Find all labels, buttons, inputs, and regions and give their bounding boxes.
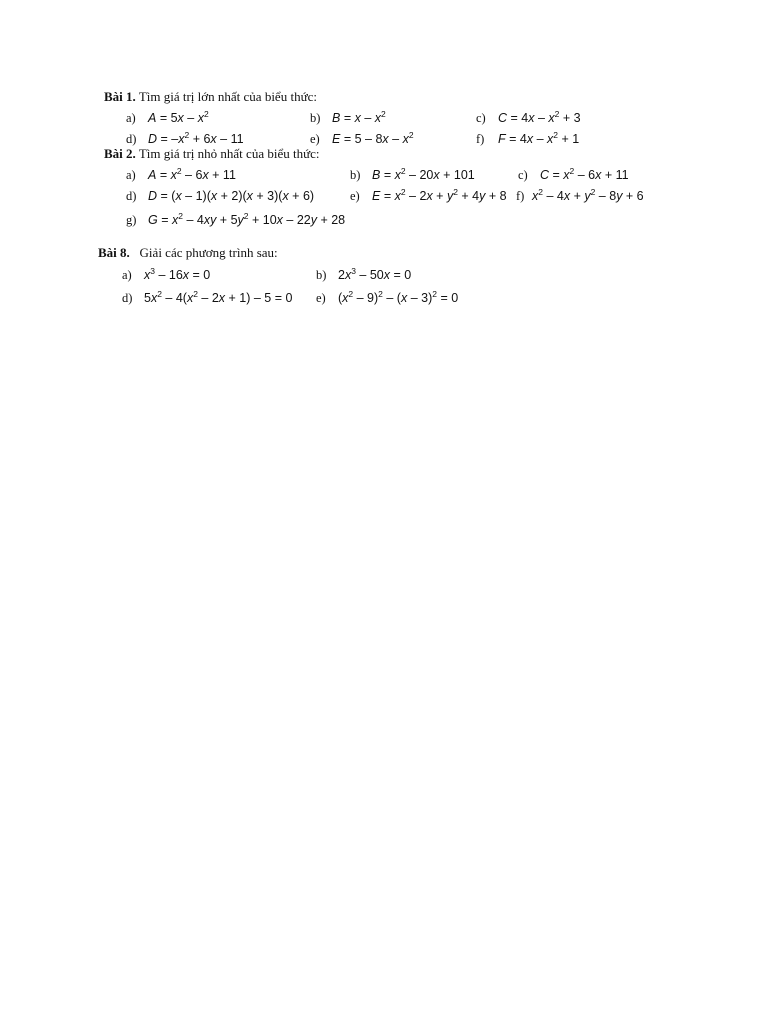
bai2-title: Bài 2. — [104, 146, 136, 161]
math-expression: $C = x^2 - 6x + 11$ — [540, 166, 629, 182]
item-label: e) — [350, 189, 360, 203]
bai1-title: Bài 1. — [104, 89, 136, 104]
math-expression: $G = x^2 - 4xy + 5y^2 + 10x - 22y + 28$ — [148, 211, 346, 227]
math-expression: $A = x^2 - 6x + 11$ — [148, 166, 236, 182]
math-expression: $D = -x^2 + 6x - 11$ — [148, 130, 244, 146]
item-label: d) — [126, 189, 137, 203]
bai1-item-f — [476, 130, 579, 148]
item-label: f) — [476, 132, 485, 146]
bai1-heading — [104, 89, 317, 105]
bai2-item-a — [126, 166, 236, 184]
bai8-item-b — [316, 266, 411, 284]
math-expression: $B = x^2 - 20x + 101$ — [372, 166, 475, 182]
item-label: b) — [350, 168, 361, 182]
bai1-item-a — [126, 109, 209, 127]
item-label: d) — [122, 291, 133, 305]
bai2-item-g — [126, 211, 345, 229]
math-expression: $E = 5 - 8x - x^2$ — [332, 130, 414, 146]
bai8-item-e — [316, 289, 458, 307]
item-label: c) — [476, 111, 486, 125]
bai8-item-d — [122, 289, 292, 307]
bai8-heading — [98, 245, 278, 261]
bai1-text: Tìm giá trị lớn nhất của biểu thức: — [138, 89, 317, 104]
item-label: e) — [310, 132, 320, 146]
item-label: e) — [316, 291, 326, 305]
bai2-text: Tìm giá trị nhỏ nhất của biểu thức: — [138, 146, 320, 161]
bai8-text: Giải các phương trình sau: — [139, 245, 278, 260]
item-label: g) — [126, 213, 137, 227]
item-label: f) — [516, 189, 525, 203]
math-expression: $E = x^2 - 2x + y^2 + 4y + 8$ — [372, 187, 507, 203]
bai2-item-b — [350, 166, 475, 184]
math-expression: $F = 4x - x^2 + 1$ — [498, 130, 580, 146]
math-expression: $x^2 - 4x + y^2 - 8y + 6$ — [532, 187, 644, 203]
math-expression: $2x^3 - 50x = 0$ — [338, 266, 412, 282]
item-label: a) — [126, 111, 136, 125]
math-expression: $(x^2 - 9)^2 - (x - 3)^2 = 0$ — [338, 289, 459, 305]
bai2-item-f — [516, 187, 644, 205]
math-expression: $A = 5x - x^2$ — [148, 109, 209, 125]
bai1-item-b — [310, 109, 386, 127]
bai8-item-a — [122, 266, 210, 284]
math-expression: $C = 4x - x^2 + 3$ — [498, 109, 581, 125]
item-label: b) — [316, 268, 327, 282]
item-label: a) — [122, 268, 132, 282]
math-expression: $5x^2 - 4(x^2 - 2x + 1) - 5 = 0$ — [144, 289, 293, 305]
bai8-title: Bài 8. — [98, 245, 130, 260]
item-label: c) — [518, 168, 528, 182]
item-label: a) — [126, 168, 136, 182]
math-expression: $B = x - x^2$ — [332, 109, 386, 125]
math-expression: $x^3 - 16x = 0$ — [144, 266, 211, 282]
bai2-item-e — [350, 187, 507, 205]
bai1-item-c — [476, 109, 581, 127]
item-label: d) — [126, 132, 137, 146]
bai2-item-d — [126, 187, 314, 205]
bai2-item-c — [518, 166, 629, 184]
item-label: b) — [310, 111, 321, 125]
bai1-item-e — [310, 130, 414, 148]
math-expression: D = (x – 1)(x + 2)(x + 3)(x + 6) — [148, 189, 315, 203]
bai2-heading — [104, 146, 320, 162]
